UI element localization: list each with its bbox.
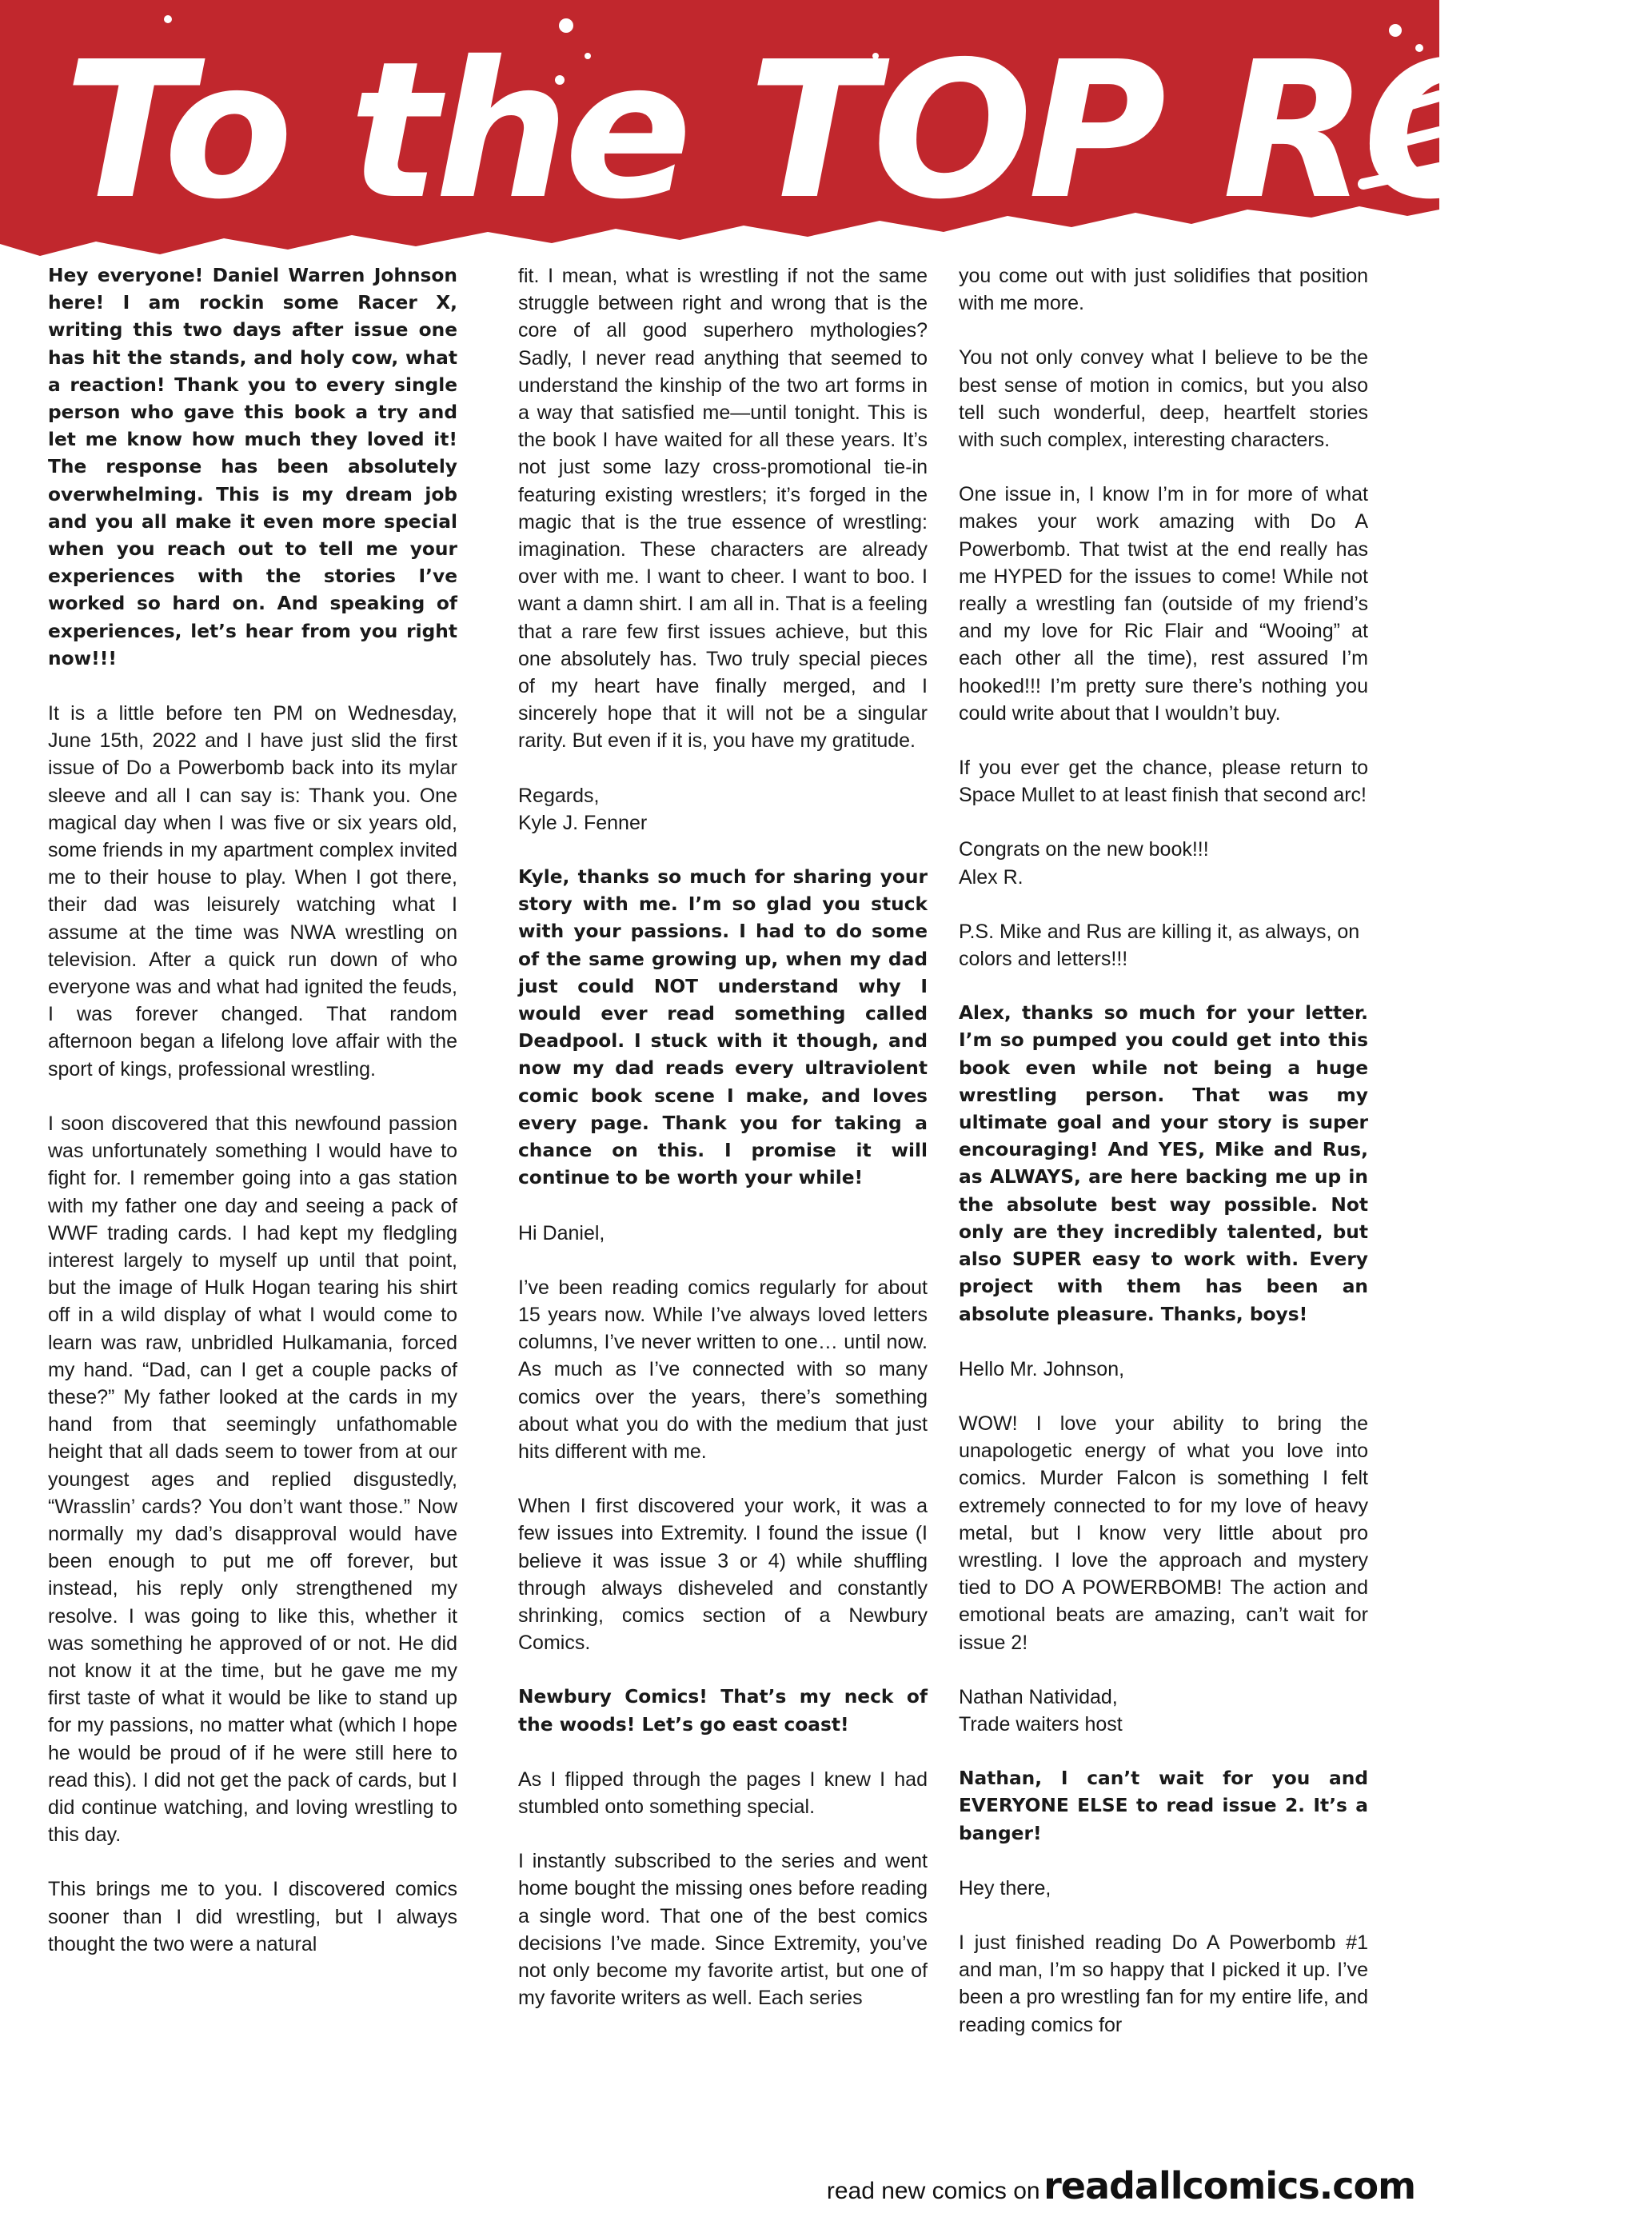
letter-paragraph: I instantly subscribed to the series and went home bought the missing ones before reading a single word. That one of the best comics decisions I’ve made. Since Extremity, you’ve not only become my favorite artist, but one of my favorite writers as well. Each series	[518, 1850, 928, 2010]
footer-watermark	[826, 2164, 1415, 2207]
letter-signature: Regards, Kyle J. Fenner	[518, 784, 648, 834]
letter-paragraph: WOW! I love your ability to bring the unapologetic energy of what you love into comics. Murder Falcon is something I felt extremely connected to for my love of heavy metal, but I know very little about pro wrestling. I love the approach and mystery tied to DO A POWERBOMB! The action and emotional beats are amazing, can’t wait for issue 2!	[959, 1412, 1368, 1654]
letter-postscript: P.S. Mike and Rus are killing it, as always, on colors and letters!!!	[959, 920, 1360, 971]
letter-paragraph: As I flipped through the pages I knew I had stumbled onto something special.	[518, 1768, 928, 1818]
letter-paragraph: I soon discovered that this newfound passion was unfortunately something I would have to fight for. I remember going into a gas station with my father one day and seeing a pack of WWF trading cards. I had kept my fledgling interest largely to myself up until that point, but the image of Hulk Hogan tearing his shirt off in a wild display of what I would come to learn was raw, unbridled Hulkamania, forced my hand. “Dad, can I get a couple packs of these?” My father looked at the cards in my hand from that seemingly unfathomable height that all dads seem to tower from at our youngest ages and replied disgustedly, “Wrasslin’ cards? You don’t want those.” Now normally my dad’s disapproval would have been enough to put me off forever, but instead, his reply only strengthened my resolve. I was going to like this, whether it was something he approved of or not. He did not know it at the time, but he gave me my first taste of what it would be like to stand up for my passions, no matter what (which I hope he would be proud of if he were still here to read this). I did not get the pack of cards, but I did continue watching, and loving wrestling to this day.	[48, 1112, 457, 1847]
editor-reply: Alex, thanks so much for your letter. I’m so pumped you could get into this book even while not being a huge wrestling person. That was my ultimate goal and your story is super encouraging! And YES, Mike and Rus, as ALWAYS, are here backing me up in the absolute best way possible. Not only are they incredibly talented, but also SUPER easy to work with. Every project with them has been an absolute pleasure. Thanks, boys!	[959, 1002, 1368, 1325]
column-3	[959, 262, 1368, 2142]
letter-paragraph: One issue in, I know I’m in for more of what makes your work amazing with Do A Powerbomb. That twist at the end really has me HYPED for the issues to come! While not really a wrestling fan (outside of my friend’s and my love for Ric Flair and “Wooing” at each other all the time), rest assured I’m hooked!!! I’m pretty sure there’s nothing you could write about that I wouldn’t buy.	[959, 483, 1368, 725]
editor-reply: Newbury Comics! That’s my neck of the woods! Let’s go east coast!	[518, 1686, 928, 1736]
editor-reply: Nathan, I can’t wait for you and EVERYONE ELSE to read issue 2. It’s a banger!	[959, 1768, 1368, 1844]
footer-prefix: read new comics on	[826, 2178, 1040, 2204]
letter-paragraph: It is a little before ten PM on Wednesday, June 15th, 2022 and I have just slid the first issue of Do a Powerbomb back into its mylar sleeve and all I can say is: Thank you. One magical day when I was five or six years old, some friends in my apartment complex invited me to their house to play. When I got there, their dad was leisurely watching what I assume at the time was NWA wrestling on television. After a quick run down of who everyone was and what had ignited the feuds, I was forever changed. That random afternoon began a lifelong love affair with the sport of kings, professional wrestling.	[48, 702, 457, 1081]
letter-greeting: Hey there,	[959, 1876, 1051, 1899]
letter-greeting: Hi Daniel,	[518, 1221, 605, 1244]
letter-paragraph: fit. I mean, what is wrestling if not the same struggle between right and wrong that is the core of all good superhero mythologies? Sadly, I never read anything that seemed to understand the kinship of the two art forms in a way that satisfied me—until tonight. This is the book I have waited for all these years. It’s not just some lazy cross-promotional tie-in featuring existing wrestlers; it’s forged in the magic that is the true essence of wrestling: imagination. These characters are already over with me. I want to cheer. I want to boo. I want a damn shirt. I am all in. That is a feeling that a rare few first issues achieve, but this one absolutely has. Two truly special pieces of my heart have finally merged, and I sincerely hope that it will not be a singular rarity. But even if it is, you have my gratitude.	[518, 265, 928, 753]
editor-intro: Hey everyone! Daniel Warren Johnson here! I am rockin some Racer X, writing this two days after issue one has hit the stands, and holy cow, what a reaction! Thank you to every single person who gave this book a try and let me know how much they loved it! The response has been absolutely overwhelming. This is my dream job and you all make it even more special when you reach out to tell me your experiences with the stories I’ve worked so hard on. And speaking of experiences, let’s hear from you right now!!!	[48, 265, 457, 669]
letter-greeting: Hello Mr. Johnson,	[959, 1357, 1125, 1380]
letter-paragraph: This brings me to you. I discovered comics sooner than I did wrestling, but I always thought the two were a natural	[48, 1878, 457, 1955]
letter-paragraph: You not only convey what I believe to be the best sense of motion in comics, but you also tell such wonderful, deep, heartfelt stories with such complex, interesting characters.	[959, 346, 1368, 452]
letter-paragraph: I’ve been reading comics regularly for about 15 years now. While I’ve always loved letters columns, I’ve never written to one… until now. As much as I’ve connected with so many comics over the years, there’s something about what you do with the medium that just hits different with me.	[518, 1276, 928, 1463]
footer-site-link[interactable]: readallcomics.com	[1043, 2164, 1415, 2207]
letter-paragraph: you come out with just solidifies that position with me more.	[959, 265, 1368, 315]
letter-paragraph: If you ever get the chance, please return to Space Mullet to at least finish that second arc!	[959, 757, 1368, 807]
column-2	[518, 262, 928, 2142]
letter-paragraph: I just finished reading Do A Powerbomb #1 and man, I’m so happy that I picked it up. I’ve been a pro wrestling fan for my entire life, and reading comics for	[959, 1931, 1368, 2036]
header-banner	[0, 0, 1652, 272]
letter-signature: Congrats on the new book!!! Alex R.	[959, 838, 1209, 889]
letter-paragraph: When I first discovered your work, it was a few issues into Extremity. I found the issue (I believe it was issue 3 or 4) while shuffling through always disheveled and constantly shrinking, comics section of a Newbury Comics.	[518, 1495, 928, 1655]
page-title: To the TOP ROP	[64, 21, 1652, 241]
editor-reply: Kyle, thanks so much for sharing your story with me. I’m so glad you stuck with your passions. I had to do some of the same growing up, when my dad just could NOT understand why I would ever read something called Deadpool. I stuck with it though, and now my dad reads every ultraviolent comic book scene I make, and loves every page. Thank you for taking a chance on this. I promise it will continue to be worth your while!	[518, 866, 928, 1189]
column-1	[48, 262, 457, 2142]
letters-columns	[48, 262, 1367, 2142]
letter-signature: Nathan Natividad, Trade waiters host	[959, 1685, 1123, 1736]
